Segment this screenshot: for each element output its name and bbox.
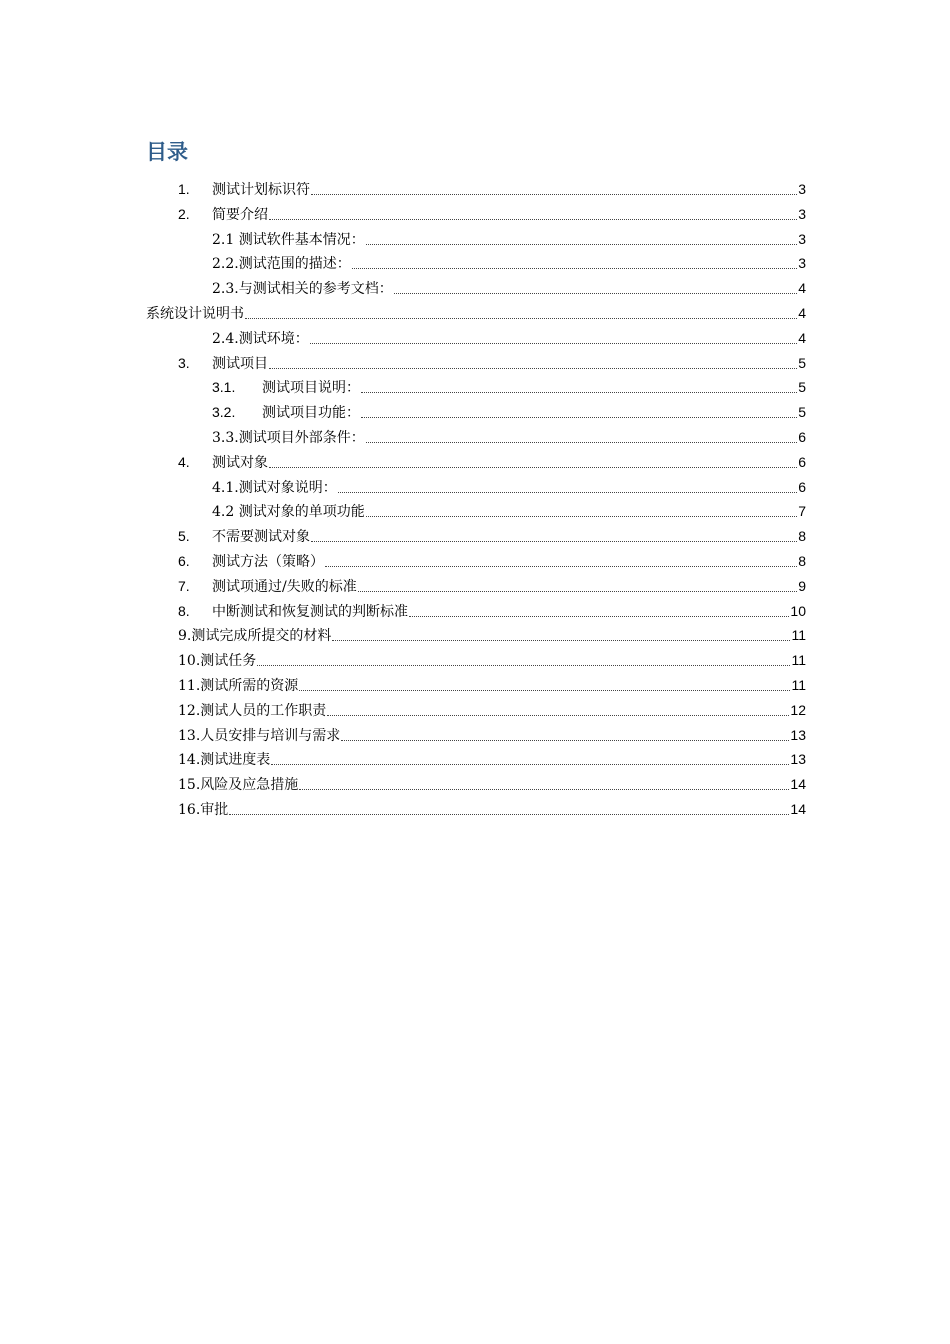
toc-entry-text: 4.1.测试对象说明： [212, 479, 337, 496]
toc-page-number: 13 [790, 751, 806, 768]
toc-page-number: 3 [798, 255, 806, 272]
toc-entry[interactable] [178, 178, 806, 200]
toc-dot-leader [394, 279, 797, 294]
toc-dot-leader [327, 701, 789, 716]
toc-page-number: 3 [798, 181, 806, 197]
toc-dot-leader [299, 775, 789, 790]
toc-dot-leader [361, 403, 797, 418]
toc-entry-text: 9.测试完成所提交的材料 [178, 628, 332, 645]
toc-dot-leader [245, 304, 797, 319]
toc-dot-leader [338, 478, 797, 493]
toc-entry[interactable] [212, 476, 806, 498]
toc-entry[interactable] [178, 203, 806, 225]
toc-page-number: 12 [790, 701, 806, 718]
toc-dot-leader [358, 577, 797, 592]
toc-page-number: 3 [798, 230, 806, 247]
toc-page-number: 11 [791, 627, 806, 644]
toc-entry[interactable] [178, 798, 806, 820]
toc-dot-leader [409, 602, 789, 617]
toc-page-number: 5 [798, 379, 806, 396]
toc-dot-leader [310, 329, 797, 344]
toc-entry[interactable] [178, 724, 806, 746]
toc-entry-text: 测试对象 [212, 454, 268, 471]
toc-page-number: 10 [790, 602, 806, 619]
toc-entry-text: 测试项通过/失败的标准 [212, 578, 357, 595]
toc-page-number: 11 [791, 652, 806, 669]
toc-page-number: 5 [798, 404, 806, 421]
toc-page-number: 4 [798, 280, 806, 297]
toc-entry-text: 测试计划标识符 [212, 182, 310, 198]
toc-dot-leader [366, 502, 797, 517]
toc-entry-text: 2.1 测试软件基本情况： [212, 231, 365, 248]
toc-entry[interactable] [178, 451, 806, 473]
toc-entry-text: 16.审批 [178, 802, 229, 818]
toc-page-number: 4 [798, 329, 806, 346]
toc-entry[interactable] [178, 773, 806, 795]
toc-dot-leader [366, 428, 797, 443]
toc-entry-text: 10.测试任务 [178, 653, 257, 670]
toc-dot-leader [366, 230, 797, 245]
toc-page-number: 4 [798, 305, 806, 321]
toc-page-number: 6 [798, 453, 806, 470]
toc-entry[interactable] [178, 575, 806, 597]
toc-entry-number: 3.2. [212, 404, 236, 421]
toc-dot-leader [311, 180, 797, 195]
toc-entry[interactable] [212, 327, 806, 349]
toc-entry-number: 4. [178, 453, 190, 470]
toc-entry-number: 5. [178, 528, 190, 545]
toc-page-number: 6 [798, 478, 806, 495]
toc-page-number: 5 [798, 354, 806, 371]
toc-entry-text: 13.人员安排与培训与需求 [178, 727, 341, 744]
toc-entry-text: 测试项目说明： [262, 380, 360, 397]
toc-entry-text: 系统设计说明书 [146, 306, 244, 322]
toc-entry-text: 2.4.测试环境： [212, 330, 309, 347]
toc-entry-text: 测试项目功能： [262, 405, 360, 422]
toc-entry-number: 3.1. [212, 379, 236, 396]
toc-page-number: 14 [790, 801, 806, 817]
toc-entry[interactable] [178, 624, 806, 646]
toc-dot-leader [229, 800, 789, 815]
toc-entry[interactable] [212, 401, 806, 423]
toc-page-number: 14 [790, 776, 806, 793]
toc-entry-text: 2.3.与测试相关的参考文档： [212, 281, 393, 298]
toc-entry-text: 3.3.测试项目外部条件： [212, 430, 365, 446]
toc-dot-leader [332, 626, 790, 641]
toc-entry-number: 8. [178, 602, 190, 619]
toc-page-number: 8 [798, 528, 806, 545]
toc-entry[interactable] [178, 352, 806, 374]
toc-entry-text: 不需要测试对象 [212, 529, 310, 546]
toc-entry-text: 11.测试所需的资源 [178, 678, 299, 694]
toc-entry[interactable] [178, 600, 806, 622]
toc-page-number: 13 [790, 726, 806, 743]
toc-entry-number: 7. [178, 577, 190, 594]
toc-dot-leader [269, 205, 797, 220]
toc-entry[interactable] [178, 649, 806, 671]
toc-entry[interactable] [178, 525, 806, 547]
toc-entry-text: 测试方法（策略） [212, 554, 324, 570]
toc-dot-leader [299, 676, 790, 691]
toc-entry[interactable] [146, 302, 806, 324]
toc-entry-number: 3. [178, 354, 190, 371]
toc-entry[interactable] [178, 748, 806, 770]
toc-dot-leader [311, 527, 797, 542]
toc-entry[interactable] [212, 228, 806, 250]
toc-entry[interactable] [212, 500, 806, 522]
toc-page-number: 9 [798, 577, 806, 594]
toc-entry-text: 4.2 测试对象的单项功能 [212, 504, 365, 521]
toc-dot-leader [269, 453, 797, 468]
toc-dot-leader [341, 726, 789, 741]
toc-page-number: 7 [798, 503, 806, 520]
toc-dot-leader [361, 378, 797, 393]
toc-entry-text: 12.测试人员的工作职责 [178, 702, 327, 719]
toc-entry-number: 6. [178, 553, 190, 569]
toc-dot-leader [271, 750, 789, 765]
toc-page-number: 11 [791, 677, 806, 693]
toc-page-number: 3 [798, 205, 806, 222]
toc-entry[interactable] [212, 376, 806, 398]
toc-entry-text: 测试项目 [212, 355, 268, 372]
toc-entry[interactable] [212, 426, 806, 448]
toc-page-number: 6 [798, 429, 806, 445]
toc-entry-text: 简要介绍 [212, 206, 268, 223]
toc-entry[interactable] [178, 550, 806, 572]
toc-entry-text: 15.风险及应急措施 [178, 777, 299, 794]
toc-dot-leader [257, 651, 790, 666]
toc-dot-leader [352, 254, 797, 269]
toc-page-number: 8 [798, 553, 806, 569]
toc-entry[interactable] [178, 699, 806, 721]
toc-entry[interactable] [212, 277, 806, 299]
toc-dot-leader [325, 552, 797, 567]
toc-entry[interactable] [212, 252, 806, 274]
toc-entry-number: 2. [178, 205, 190, 222]
toc-dot-leader [269, 354, 797, 369]
toc-title: 目录 [146, 140, 188, 164]
toc-entry-text: 中断测试和恢复测试的判断标准 [212, 603, 408, 620]
toc-entry-text: 14.测试进度表 [178, 752, 271, 769]
toc-entry-text: 2.2.测试范围的描述： [212, 256, 351, 273]
toc-entry-number: 1. [178, 181, 190, 197]
toc-entry[interactable] [178, 674, 806, 696]
